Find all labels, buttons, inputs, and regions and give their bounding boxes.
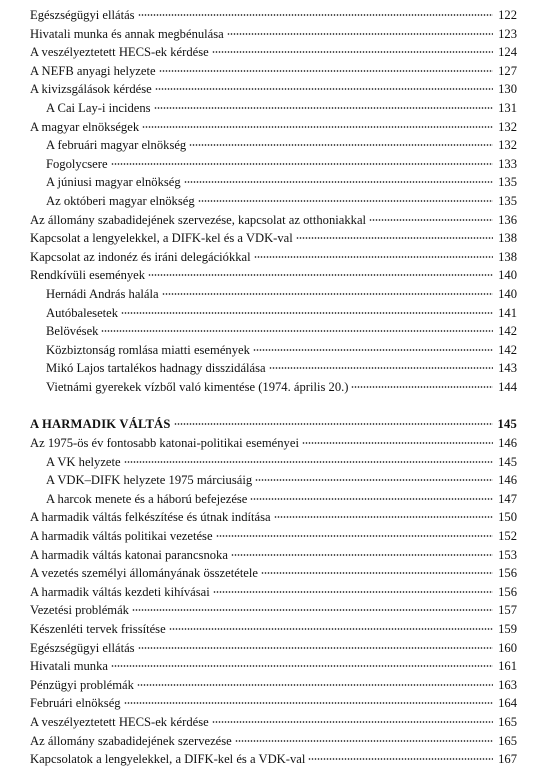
toc-entry-title: A harmadik váltás kezdeti kihívásai	[30, 584, 210, 599]
toc-entry-title: Kapcsolat az indonéz és iráni delegációkkal	[30, 249, 251, 264]
dot-leader	[124, 461, 493, 463]
dot-leader	[198, 200, 493, 202]
toc-entry-title: Az állomány szabadidejének szervezése	[30, 733, 232, 748]
toc-entry	[30, 43, 517, 62]
dot-leader	[124, 702, 493, 704]
toc-entry-title: Hivatali munka és annak megbénulása	[30, 26, 224, 41]
toc-entry-page-number: 150	[498, 510, 517, 525]
dot-leader	[274, 516, 493, 518]
dot-leader	[212, 721, 493, 723]
toc-entry-title: Az 1975-ös év fontosabb katonai-politikai eseményei	[30, 436, 299, 451]
toc-entry-page-number: 159	[498, 622, 517, 636]
toc-entry-page-number: 145	[497, 417, 517, 432]
toc-entry	[30, 657, 517, 676]
toc-entry	[30, 546, 517, 565]
toc-entry-title: Fogolycsere	[46, 156, 108, 171]
toc-entry-page-number: 164	[498, 696, 517, 711]
toc-entry-page-number: 161	[498, 659, 517, 674]
toc-entry	[30, 601, 517, 620]
toc-entry-page-number: 167	[498, 752, 517, 767]
dot-leader	[351, 386, 493, 388]
toc-entry-title: A veszélyeztetett HECS-ek kérdése	[30, 714, 209, 729]
toc-entry-page-number: 165	[498, 714, 517, 729]
dot-leader	[254, 256, 493, 258]
toc-entry	[30, 732, 517, 751]
dot-leader	[302, 442, 493, 444]
toc-entry-page-number: 153	[498, 547, 517, 562]
toc-entry-page-number: 145	[498, 454, 517, 469]
toc-entry	[30, 155, 517, 174]
dot-leader	[138, 647, 493, 649]
dot-leader	[174, 423, 493, 425]
toc-entry	[30, 192, 517, 211]
toc-entry-title: Az októberi magyar elnökség	[46, 193, 195, 208]
toc-entry	[30, 750, 517, 769]
toc-entry-page-number: 147	[498, 491, 517, 506]
toc-entry	[30, 583, 517, 602]
toc-entry	[30, 564, 517, 583]
dot-leader	[235, 740, 493, 742]
toc-entry	[30, 359, 517, 378]
toc-entry-page-number: 165	[498, 733, 517, 748]
dot-leader	[227, 33, 493, 35]
toc-entry-title: Az állomány szabadidejének szervezése, kapcsolat az otthoniakkal	[30, 212, 367, 227]
toc-entry-title: A Cai Lay-i incidens	[46, 100, 151, 115]
toc-entry-page-number: 135	[498, 193, 517, 208]
toc-entry-title: A HARMADIK VÁLTÁS	[30, 417, 171, 432]
toc-entry	[30, 211, 517, 230]
toc-entry-page-number: 135	[498, 175, 517, 190]
toc-entry-title: A harmadik váltás katonai parancsnoka	[30, 547, 228, 562]
toc-entry-page-number: 131	[498, 100, 517, 115]
dot-leader	[159, 70, 493, 72]
toc-section-heading	[30, 415, 517, 434]
toc-entry-page-number: 127	[498, 63, 517, 78]
toc-entry-title: Hernádi András halála	[46, 286, 159, 301]
dot-leader	[121, 312, 493, 314]
toc-entry-title: A harmadik váltás felkészítése és útnak indítása	[30, 510, 271, 525]
toc-entry-page-number: 123	[498, 26, 517, 41]
dot-leader	[231, 554, 493, 556]
toc-entry-page-number: 140	[498, 286, 517, 301]
dot-leader	[137, 684, 493, 686]
toc-entry	[30, 229, 517, 248]
toc-entry-page-number: 144	[498, 379, 517, 394]
dot-leader	[369, 219, 493, 221]
toc-entry-page-number: 142	[498, 324, 517, 339]
dot-leader	[184, 181, 493, 183]
dot-leader	[169, 628, 493, 630]
toc-entry-page-number: 157	[498, 603, 517, 618]
toc-entry-page-number: 156	[498, 566, 517, 581]
toc-entry-page-number: 122	[498, 8, 517, 22]
toc-entry-title: Mikó Lajos tartalékos hadnagy disszidálása	[46, 361, 266, 376]
toc-entry	[30, 713, 517, 732]
toc-entry-title: A vezetés személyi állományának összetétele	[30, 566, 258, 581]
toc-entry	[30, 6, 517, 25]
toc-entry-title: Februári elnökség	[30, 696, 121, 711]
toc-entry-title: A magyar elnökségek	[30, 119, 140, 134]
toc-entry-page-number: 136	[498, 212, 517, 227]
toc-entry-title: Pénzügyi problémák	[30, 677, 134, 692]
toc-entry-title: A kivizsgálások kérdése	[30, 82, 152, 97]
toc-entry-title: Egészségügyi ellátás	[30, 8, 135, 22]
dot-leader	[255, 479, 493, 481]
toc-entry-title: Belövések	[46, 324, 99, 339]
dot-leader	[148, 274, 493, 276]
toc-entry	[30, 620, 517, 639]
toc-entry-title: Kapcsolatok a lengyelekkel, a DIFK-kel és a VDK-val	[30, 752, 306, 767]
dot-leader	[155, 88, 493, 90]
dot-leader	[212, 51, 493, 53]
dot-leader	[213, 591, 493, 593]
toc-entry-page-number: 156	[498, 584, 517, 599]
toc-entry-title: Készenléti tervek frissítése	[30, 622, 166, 636]
toc-entry-title: A harcok menete és a háború befejezése	[46, 491, 248, 506]
toc-entry	[30, 490, 517, 509]
toc-entry-page-number: 160	[498, 640, 517, 655]
toc-entry	[30, 248, 517, 267]
toc-entry-page-number: 138	[498, 249, 517, 264]
toc-entry-page-number: 140	[498, 268, 517, 283]
dot-leader	[308, 758, 493, 760]
toc-entry	[30, 508, 517, 527]
toc-entry	[30, 341, 517, 360]
toc-entry-title: A veszélyeztetett HECS-ek kérdése	[30, 45, 209, 60]
toc-entry	[30, 322, 517, 341]
toc-entry-page-number: 143	[498, 361, 517, 376]
toc-entry	[30, 118, 517, 137]
toc-entry-title: Hivatali munka	[30, 659, 108, 674]
toc-entry-page-number: 138	[498, 231, 517, 246]
toc-entry-page-number: 124	[498, 45, 517, 60]
dot-leader	[250, 498, 493, 500]
toc-entry	[30, 304, 517, 323]
toc-entry-page-number: 130	[498, 82, 517, 97]
toc-list-part1	[30, 6, 517, 396]
toc-entry-title: A VDK–DIFK helyzete 1975 márciusáig	[46, 473, 253, 488]
toc-entry-title: Vietnámi gyerekek vízből való kimentése (1974. április 20.)	[46, 379, 349, 394]
toc-entry	[30, 676, 517, 695]
section-gap	[30, 396, 517, 415]
toc-entry-title: A februári magyar elnökség	[46, 138, 187, 153]
toc-entry-page-number: 152	[498, 529, 517, 544]
dot-leader	[269, 367, 493, 369]
toc-entry	[30, 99, 517, 118]
toc-entry-title: A harmadik váltás politikai vezetése	[30, 529, 213, 544]
toc-entry-page-number: 163	[498, 677, 517, 692]
toc-entry-title: Közbiztonság romlása miatti események	[46, 342, 250, 357]
dot-leader	[101, 330, 493, 332]
toc-entry	[30, 80, 517, 99]
toc-entry	[30, 285, 517, 304]
toc-entry	[30, 453, 517, 472]
dot-leader	[154, 107, 493, 109]
toc-entry	[30, 266, 517, 285]
toc-entry-title: Rendkívüli események	[30, 268, 146, 283]
toc-entry	[30, 471, 517, 490]
toc-entry	[30, 378, 517, 397]
toc-entry	[30, 25, 517, 44]
toc-entry-title: A VK helyzete	[46, 454, 121, 469]
toc-entry	[30, 62, 517, 81]
toc-entry-page-number: 132	[498, 119, 517, 134]
toc-entry-title: Autóbalesetek	[46, 305, 119, 320]
toc-entry-title: A NEFB anyagi helyzete	[30, 63, 156, 78]
toc-entry	[30, 527, 517, 546]
toc-entry-page-number: 142	[498, 342, 517, 357]
toc-entry	[30, 173, 517, 192]
toc-entry-page-number: 146	[498, 436, 517, 451]
dot-leader	[132, 609, 493, 611]
dot-leader	[111, 665, 493, 667]
dot-leader	[216, 535, 493, 537]
toc-entry-title: Kapcsolat a lengyelekkel, a DIFK-kel és a VDK-val	[30, 231, 293, 246]
toc-entry-page-number: 141	[498, 305, 517, 320]
toc-entry-title: A júniusi magyar elnökség	[46, 175, 181, 190]
dot-leader	[162, 293, 493, 295]
toc-entry	[30, 136, 517, 155]
toc-entry-page-number: 132	[498, 138, 517, 153]
dot-leader	[142, 126, 493, 128]
toc-entry	[30, 639, 517, 658]
toc-entry-page-number: 133	[498, 156, 517, 171]
dot-leader	[111, 163, 493, 165]
dot-leader	[189, 144, 493, 146]
toc-entry-title: Vezetési problémák	[30, 603, 129, 618]
dot-leader	[296, 237, 493, 239]
toc-entry	[30, 434, 517, 453]
toc-list-part2	[30, 415, 517, 768]
toc-entry	[30, 694, 517, 713]
toc-entry-page-number: 146	[498, 473, 517, 488]
dot-leader	[138, 14, 493, 16]
dot-leader	[261, 572, 493, 574]
toc-entry-title: Egészségügyi ellátás	[30, 640, 135, 655]
dot-leader	[253, 349, 493, 351]
